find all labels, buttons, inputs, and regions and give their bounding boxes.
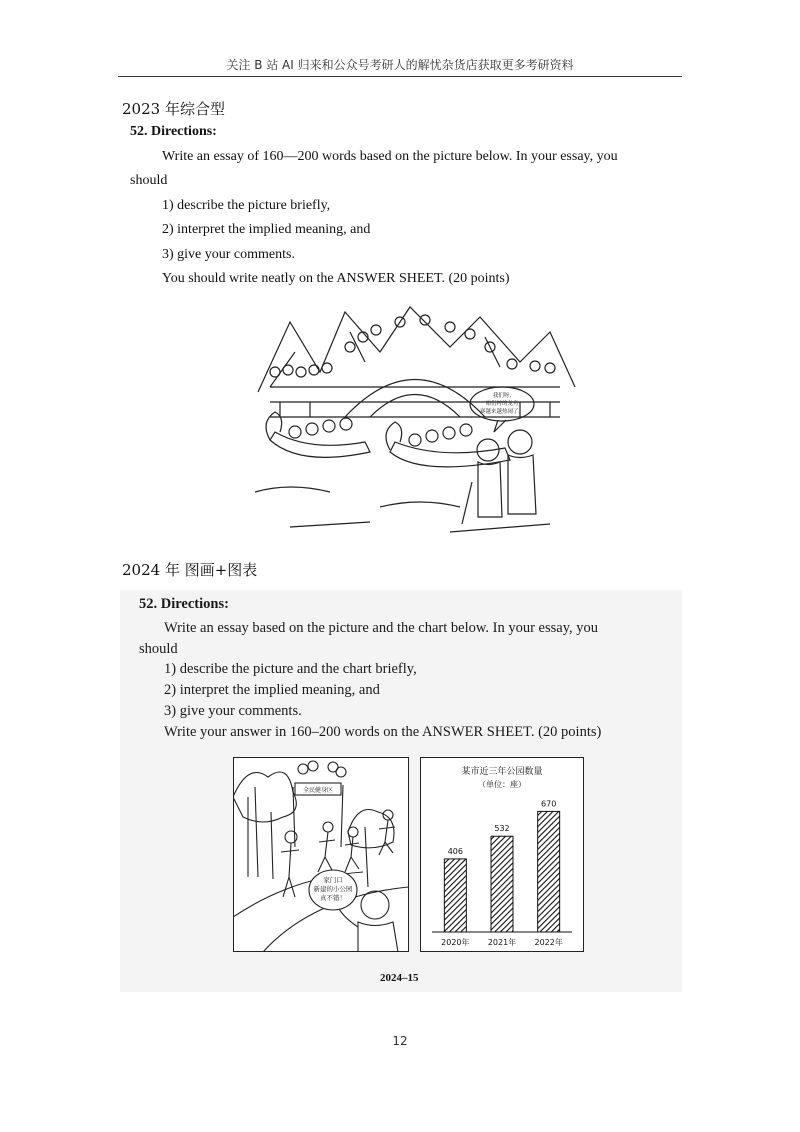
bar-value-label: 406 [447, 846, 463, 856]
bar-2022年 [538, 811, 560, 932]
page-number: 12 [392, 1034, 408, 1048]
bar-value-label: 532 [494, 824, 510, 834]
page-header: 关注 B 站 AI 归来和公众号考研人的解忧杂货店获取更多考研资料 [226, 58, 574, 72]
bar-2020年 [444, 859, 466, 932]
park-count-chart [420, 757, 584, 952]
directions-title: 52. Directions: [130, 124, 217, 139]
section-2024-directions [139, 594, 679, 743]
directions-intro: Write an essay of 160—200 words based on the picture below. In your essay, you [162, 148, 618, 164]
park-sign: 全民健身区 [302, 787, 334, 794]
bubble-line: 家门口 [323, 876, 343, 884]
directions-point: 1) describe the picture briefly, [162, 197, 331, 213]
directions-point: 3) give your comments. [162, 246, 295, 262]
chart-subtitle: （单位：座） [478, 780, 526, 789]
section-2023-label: 2023 年综合型 [122, 100, 225, 118]
dragon-boat-illustration [250, 292, 580, 542]
directions-point: 2) interpret the implied meaning, and [164, 682, 380, 699]
bubble-line: 咱们村的龙舟 [485, 401, 519, 407]
directions-point: 1) describe the picture and the chart briefly, [164, 661, 417, 678]
bubble-line: 我们呀, [492, 393, 512, 399]
directions-point: 2) interpret the implied meaning, and [162, 222, 371, 237]
directions-intro-wrap: should [139, 640, 178, 657]
x-tick-label: 2022年 [534, 938, 563, 947]
bubble-line: 赛越来越热闹了。 [479, 409, 525, 415]
directions-point: 3) give your comments. [164, 702, 302, 719]
section-2023-directions [130, 120, 690, 292]
bar-value-label: 670 [541, 799, 557, 809]
section-2024-label: 2024 年 图画+图表 [122, 561, 258, 579]
directions-closing: You should write neatly on the ANSWER SHEET. (20 points) [162, 271, 510, 286]
directions-intro-wrap: should [130, 173, 168, 188]
bubble-line: 新建的小公园 [313, 885, 353, 893]
bubble-line: 真不错！ [320, 894, 346, 902]
directions-intro: Write an essay based on the picture and the chart below. In your essay, you [164, 619, 599, 636]
park-cartoon [233, 757, 409, 952]
directions-title: 52. Directions: [139, 596, 229, 612]
exam-code: 2024–15 [380, 972, 419, 984]
chart-title: 某市近三年公园数量 [461, 767, 543, 777]
directions-closing: Write your answer in 160–200 words on the ANSWER SHEET. (20 points) [164, 723, 602, 740]
header-rule [118, 76, 682, 77]
bar-2021年 [491, 836, 513, 932]
x-tick-label: 2021年 [487, 938, 517, 947]
x-tick-label: 2020年 [441, 938, 470, 947]
